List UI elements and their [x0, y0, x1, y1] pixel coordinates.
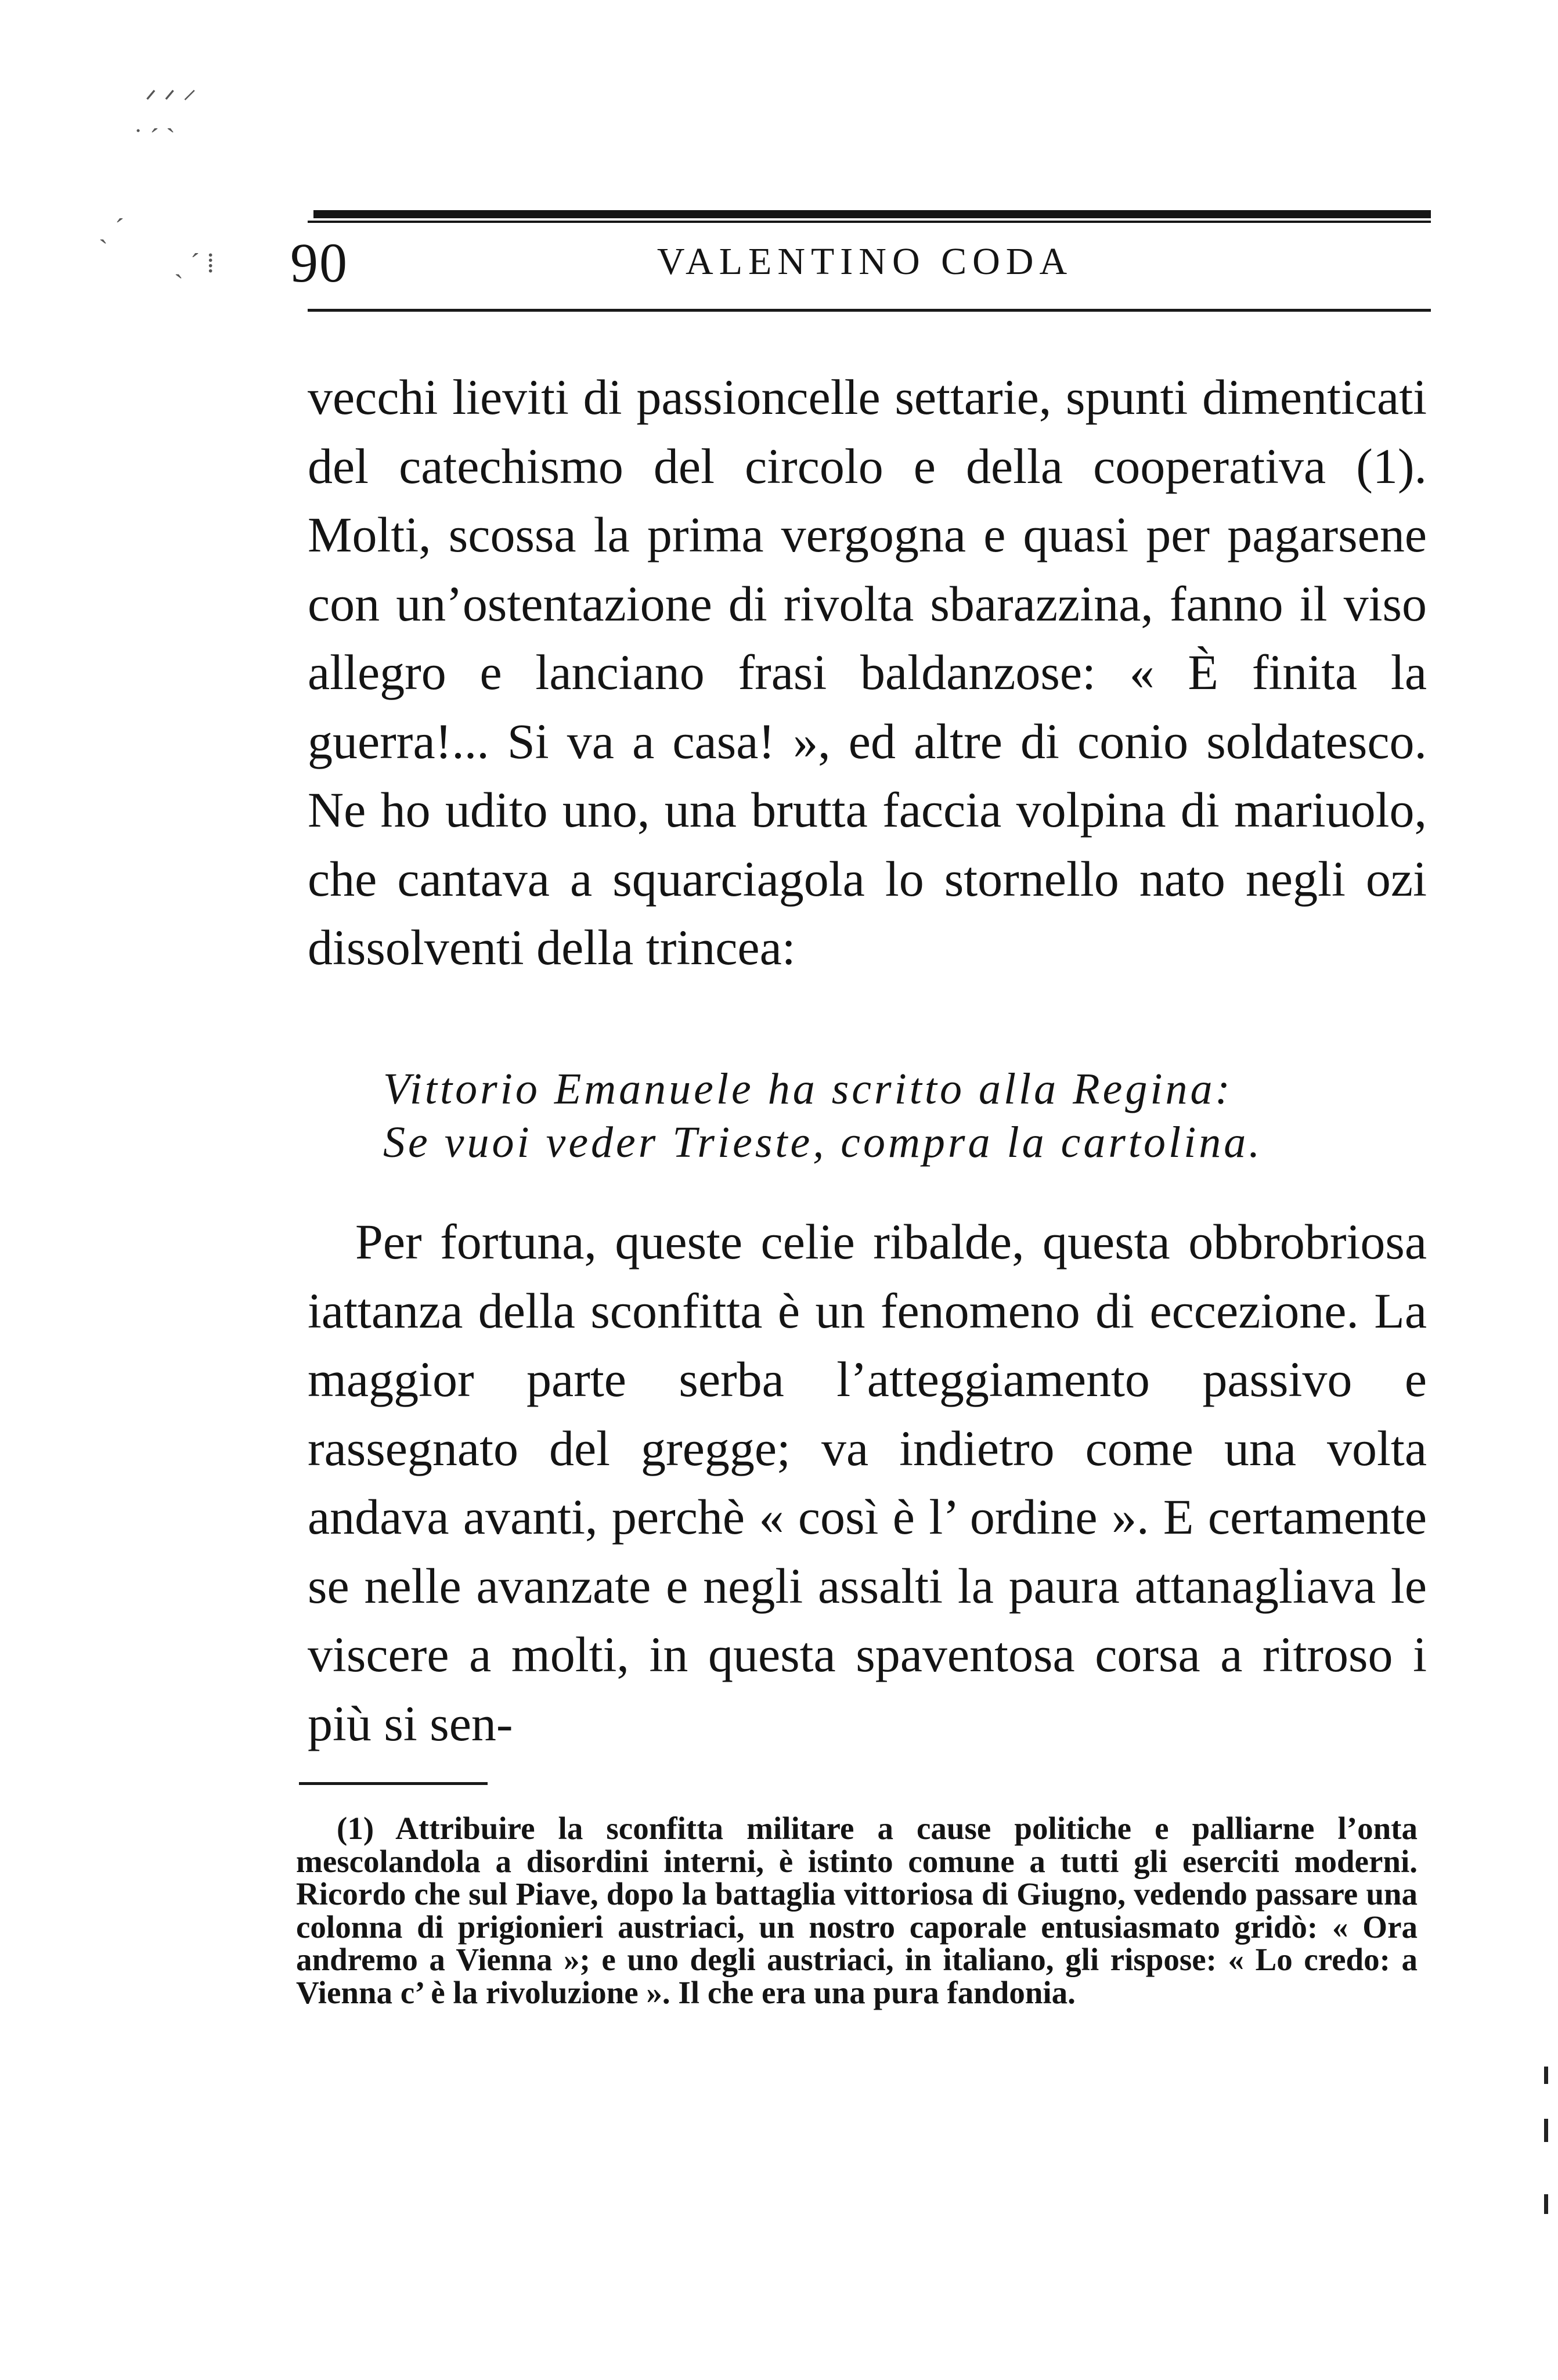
- running-head: VALENTINO CODA: [657, 240, 1073, 283]
- footnote: (1) Attribuire la sconfitta militare a cause politiche e palliarne l’onta mescolandola a disordini interni, è istinto comune a tutti gli eserciti moderni. Ricordo che sul Piave, dopo la battaglia vittoriosa di Giugno, vedendo passare una colonna di prigionieri austriaci, un nostro caporale entusiasmato gridò: « Ora andremo a Vienna »; e uno degli austriaci, in italiano, gli rispose: « Lo credo: a Vienna c’ è la rivoluzione ». Il che era una pura fandonia.: [296, 1811, 1418, 2010]
- verse-line-1: Vittorio Emanuele ha scritto alla Regina:: [383, 1065, 1233, 1113]
- scan-mark: ˙ ˊ ˋ: [134, 123, 175, 154]
- scan-mark: ᐟ ᐟ ⸍: [145, 85, 197, 116]
- footnote-rule: [299, 1782, 488, 1785]
- scan-mark: ˏ ˊ: [99, 213, 124, 244]
- verse-line-2: Se vuoi veder Trieste, compra la cartolina.: [383, 1118, 1263, 1167]
- header-divider: [308, 309, 1431, 312]
- header-rule-thin: [308, 221, 1431, 223]
- edge-scan-mark: [1544, 2194, 1548, 2214]
- body-paragraph-1: vecchi lieviti di passioncelle settarie, spunti dimenticati del catechismo del circolo e della cooperativa (1). Molti, scossa la prima vergogna e quasi per pagarsene con un’ostentazione di rivolta sbarazzina, fanno il viso allegro e lanciano frasi baldanzose: « È finita la guerra!... Si va a casa! », ed altre di conio soldatesco. Ne ho udito uno, una brutta faccia volpina di mariuolo, che cantava a squarciagola lo stornello nato negli ozi dissolventi della trincea:: [308, 369, 1427, 975]
- edge-scan-mark: [1544, 2067, 1548, 2084]
- scan-mark: ˏ ˊ ⁞: [174, 248, 215, 279]
- header-rule-thick: [313, 210, 1431, 218]
- edge-scan-mark: [1544, 2119, 1548, 2142]
- page-number: 90: [290, 232, 348, 294]
- body-paragraph-2: Per fortuna, queste celie ribalde, questa obbrobriosa iattanza della sconfitta è un fenomeno di eccezione. La maggior parte serba l’atteggiamento passivo e rassegnato del gregge; va indietro come una volta andava avanti, perchè « così è l’ ordine ». E certamente se nelle avanzate e negli assalti la paura attanagliava le viscere a molti, in questa spaventosa corsa a ritroso i più si sen-: [308, 1214, 1427, 1751]
